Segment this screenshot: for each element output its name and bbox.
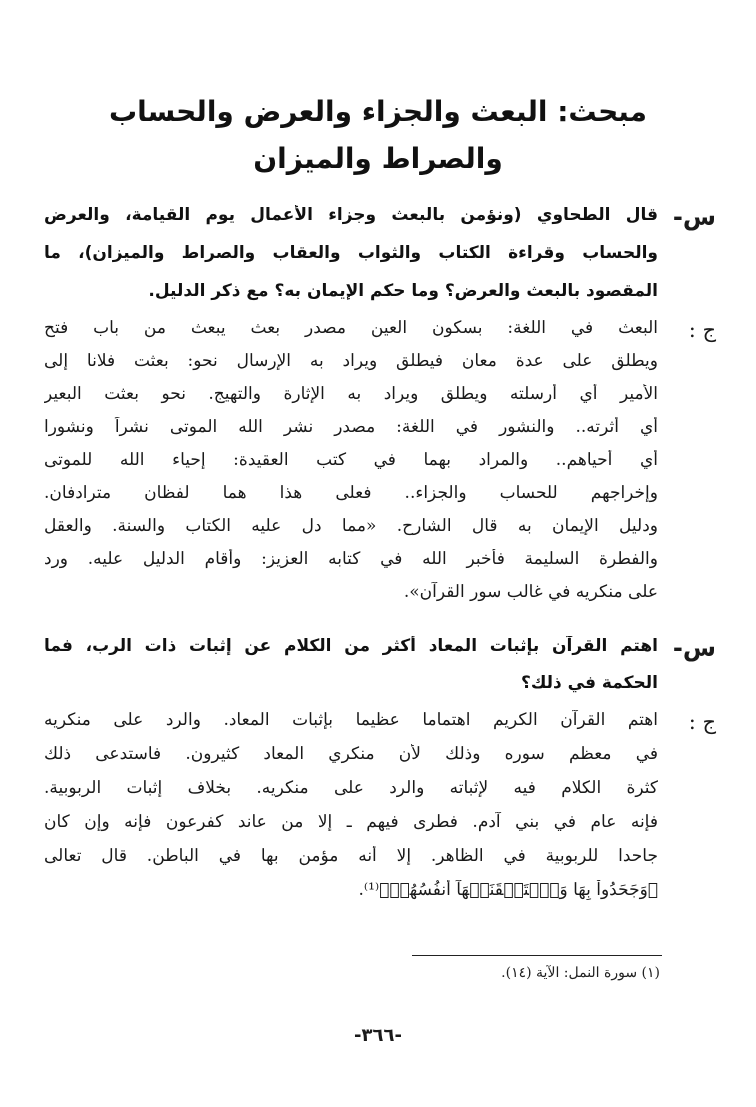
answer-1 <box>44 318 716 628</box>
answer-1-line-5: أي أحياهم.. والمراد بهما في كتب العقيدة: إحياء الله للموتى <box>44 450 658 470</box>
question-2 <box>44 636 716 711</box>
answer-2 <box>44 710 716 920</box>
answer-1-line-2: ويطلق على عدة معان فيطلق ويراد به الإرسال نحو: بعثت فلانا إلى <box>44 351 658 371</box>
question-marker: س- <box>672 634 716 662</box>
question-marker: س- <box>672 203 716 231</box>
answer-1-line-4: أي أثرته.. والنشور في اللغة: مصدر نشر الله الموتى نشراً ونشورا <box>44 417 658 437</box>
page-number: -٣٦٦- <box>354 1025 402 1046</box>
footnote: (١) سورة النمل: الآية (١٤). <box>501 965 660 981</box>
question-1-line-2: والحساب وقراءة الكتاب والثواب والعقاب والصراط والميزان)، ما <box>44 243 658 263</box>
answer-1-line-7: ودليل الإيمان به قال الشارح. «مما دل عليه الكتاب والسنة. والعقل <box>44 516 658 536</box>
question-1 <box>44 205 716 315</box>
quran-verse: ﴿وَجَحَدُواْ بِهَا وَٱسۡتَيۡقَنَتۡهَآ أَنفُسُهُمۡ﴾⁽¹⁾. <box>358 880 658 900</box>
answer-2-line-2: في معظم سوره وذلك لأن منكري المعاد كثيرون. فاستدعى ذلك <box>44 744 658 764</box>
answer-marker: ج : <box>688 710 716 734</box>
page-title-line-2: والصراط والميزان <box>253 142 503 175</box>
footnote-divider <box>412 955 662 956</box>
question-2-line-1: اهتم القرآن بإثبات المعاد أكثر من الكلام عن إثبات ذات الرب، فما <box>44 636 658 656</box>
page-title-line-1: مبحث: البعث والجزاء والعرض والحساب <box>108 95 648 128</box>
question-2-line-2: الحكمة في ذلك؟ <box>520 673 658 693</box>
answer-1-line-1: البعث في اللغة: بسكون العين مصدر بعث يبعث من باب فتح <box>44 318 658 338</box>
answer-2-line-5: جاحدا للربوبية في الظاهر. إلا أنه مؤمن بها في الباطن. قال تعالى <box>44 846 658 866</box>
answer-1-line-8: والفطرة السليمة فأخبر الله في كتابه العزيز: وأقام الدليل عليه. ورد <box>44 549 658 569</box>
answer-2-line-4: فإنه عام في بني آدم. فطرى فيهم ـ إلا من عاند كفرعون فإنه وإن كان <box>44 812 658 832</box>
answer-1-line-6: وإخراجهم للحساب والجزاء.. فعلى هذا هما لفظان مترادفان. <box>44 483 658 503</box>
answer-1-line-3: الأمير أي أرسلته ويطلق ويراد به الإثارة والتهيج. نحو بعثت البعير <box>44 384 658 404</box>
answer-1-line-9: على منكريه في غالب سور القرآن». <box>403 582 658 602</box>
answer-marker: ج : <box>688 318 716 342</box>
answer-2-line-3: كثرة الكلام فيه لإثباته والرد على منكريه. بخلاف إثبات الربوبية. <box>44 778 658 798</box>
question-1-line-1: قال الطحاوي (ونؤمن بالبعث وجزاء الأعمال يوم القيامة، والعرض <box>44 205 658 225</box>
question-1-line-3: المقصود بالبعث والعرض؟ وما حكم الإيمان به؟ مع ذكر الدليل. <box>148 281 658 301</box>
answer-2-line-1: اهتم القرآن الكريم اهتماما عظيما بإثبات المعاد. والرد على منكريه <box>44 710 658 730</box>
